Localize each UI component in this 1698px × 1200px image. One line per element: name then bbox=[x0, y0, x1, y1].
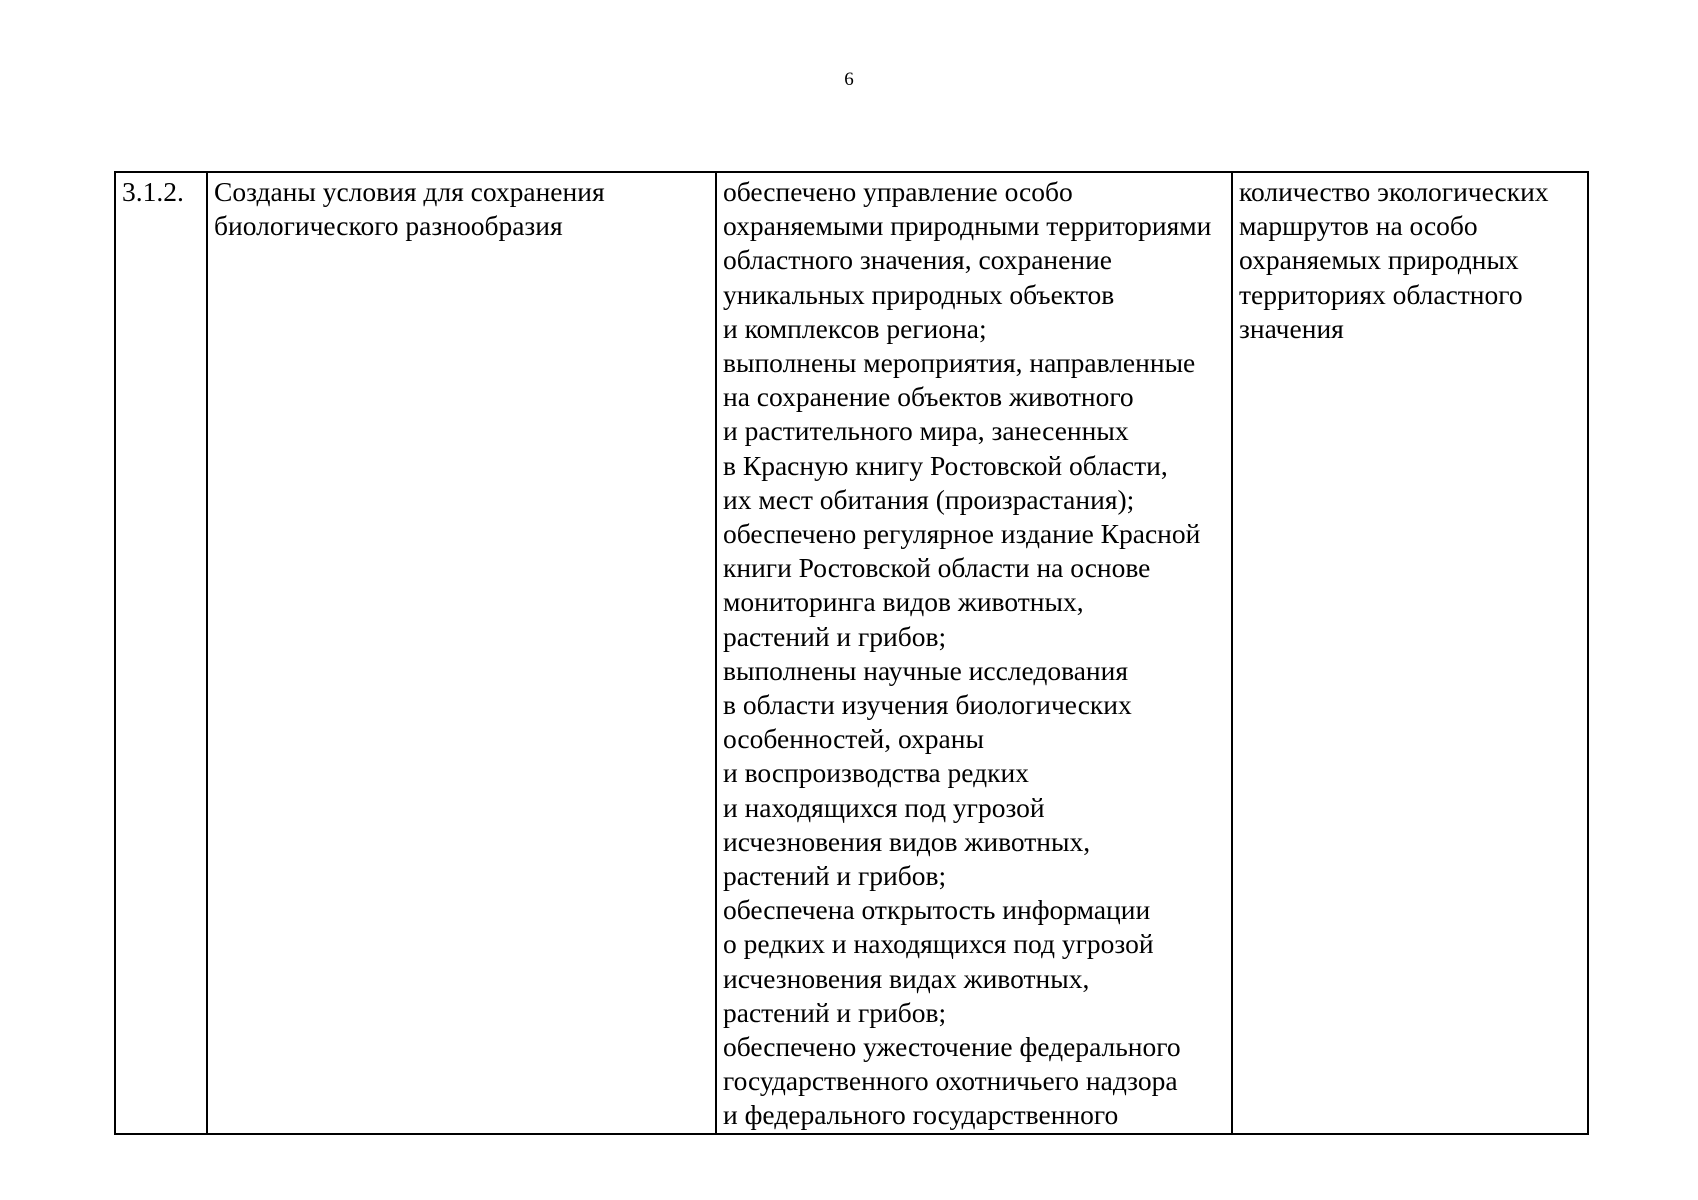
page-number: 6 bbox=[844, 69, 854, 90]
results-line: о редких и находящихся под угрозой bbox=[723, 928, 1154, 960]
results-line: особенностей, охраны bbox=[723, 723, 984, 755]
results-line: государственного охотничьего надзора bbox=[723, 1065, 1178, 1097]
indicator-line: маршрутов на особо bbox=[1239, 210, 1478, 242]
row-title-cell bbox=[207, 172, 716, 1134]
goals-table bbox=[114, 171, 1589, 1135]
results-line: растений и грибов; bbox=[723, 996, 947, 1028]
results-line: исчезновения видов животных, bbox=[723, 825, 1091, 857]
results-line: выполнены научные исследования bbox=[723, 654, 1129, 686]
row-number-cell bbox=[115, 172, 207, 1134]
results-line: обеспечено регулярное издание Красной bbox=[723, 518, 1201, 550]
results-line: мониторинга видов животных, bbox=[723, 586, 1084, 618]
results-line: и находящихся под угрозой bbox=[723, 791, 1045, 823]
results-line: в области изучения биологических bbox=[723, 689, 1132, 721]
results-line: обеспечено ужесточение федерального bbox=[723, 1031, 1181, 1063]
results-line: охраняемыми природными территориями bbox=[723, 210, 1212, 242]
indicator-line: охраняемых природных bbox=[1239, 244, 1519, 276]
table-row bbox=[115, 172, 1588, 1134]
results-line: в Красную книгу Ростовской области, bbox=[723, 449, 1168, 481]
results-line: областного значения, сохранение bbox=[723, 244, 1112, 276]
results-line: книги Ростовской области на основе bbox=[723, 552, 1151, 584]
indicator-line: значения bbox=[1239, 312, 1344, 344]
results-line: на сохранение объектов животного bbox=[723, 381, 1134, 413]
results-line: обеспечена открытость информации bbox=[723, 894, 1151, 926]
indicator-line: территориях областного bbox=[1239, 278, 1523, 310]
results-line: и воспроизводства редких bbox=[723, 757, 1029, 789]
results-line: и растительного мира, занесенных bbox=[723, 415, 1129, 447]
results-line: их мест обитания (произрастания); bbox=[723, 483, 1135, 515]
row-number: 3.1.2. bbox=[122, 176, 184, 207]
results-line: обеспечено управление особо bbox=[723, 176, 1073, 207]
results-line: уникальных природных объектов bbox=[723, 278, 1115, 310]
indicator-line: количество экологических bbox=[1239, 176, 1549, 207]
results-line: растений и грибов; bbox=[723, 860, 947, 892]
results-line: и комплексов региона; bbox=[723, 312, 987, 344]
row-results-cell bbox=[716, 172, 1232, 1134]
results-line: растений и грибов; bbox=[723, 620, 947, 652]
row-title-line: биологического разнообразия bbox=[214, 210, 563, 242]
row-indicator-cell bbox=[1232, 172, 1588, 1134]
row-title-line: Созданы условия для сохранения bbox=[214, 176, 605, 207]
results-line: и федерального государственного bbox=[723, 1099, 1119, 1131]
results-line: выполнены мероприятия, направленные bbox=[723, 347, 1196, 379]
results-line: исчезновения видах животных, bbox=[723, 962, 1090, 994]
